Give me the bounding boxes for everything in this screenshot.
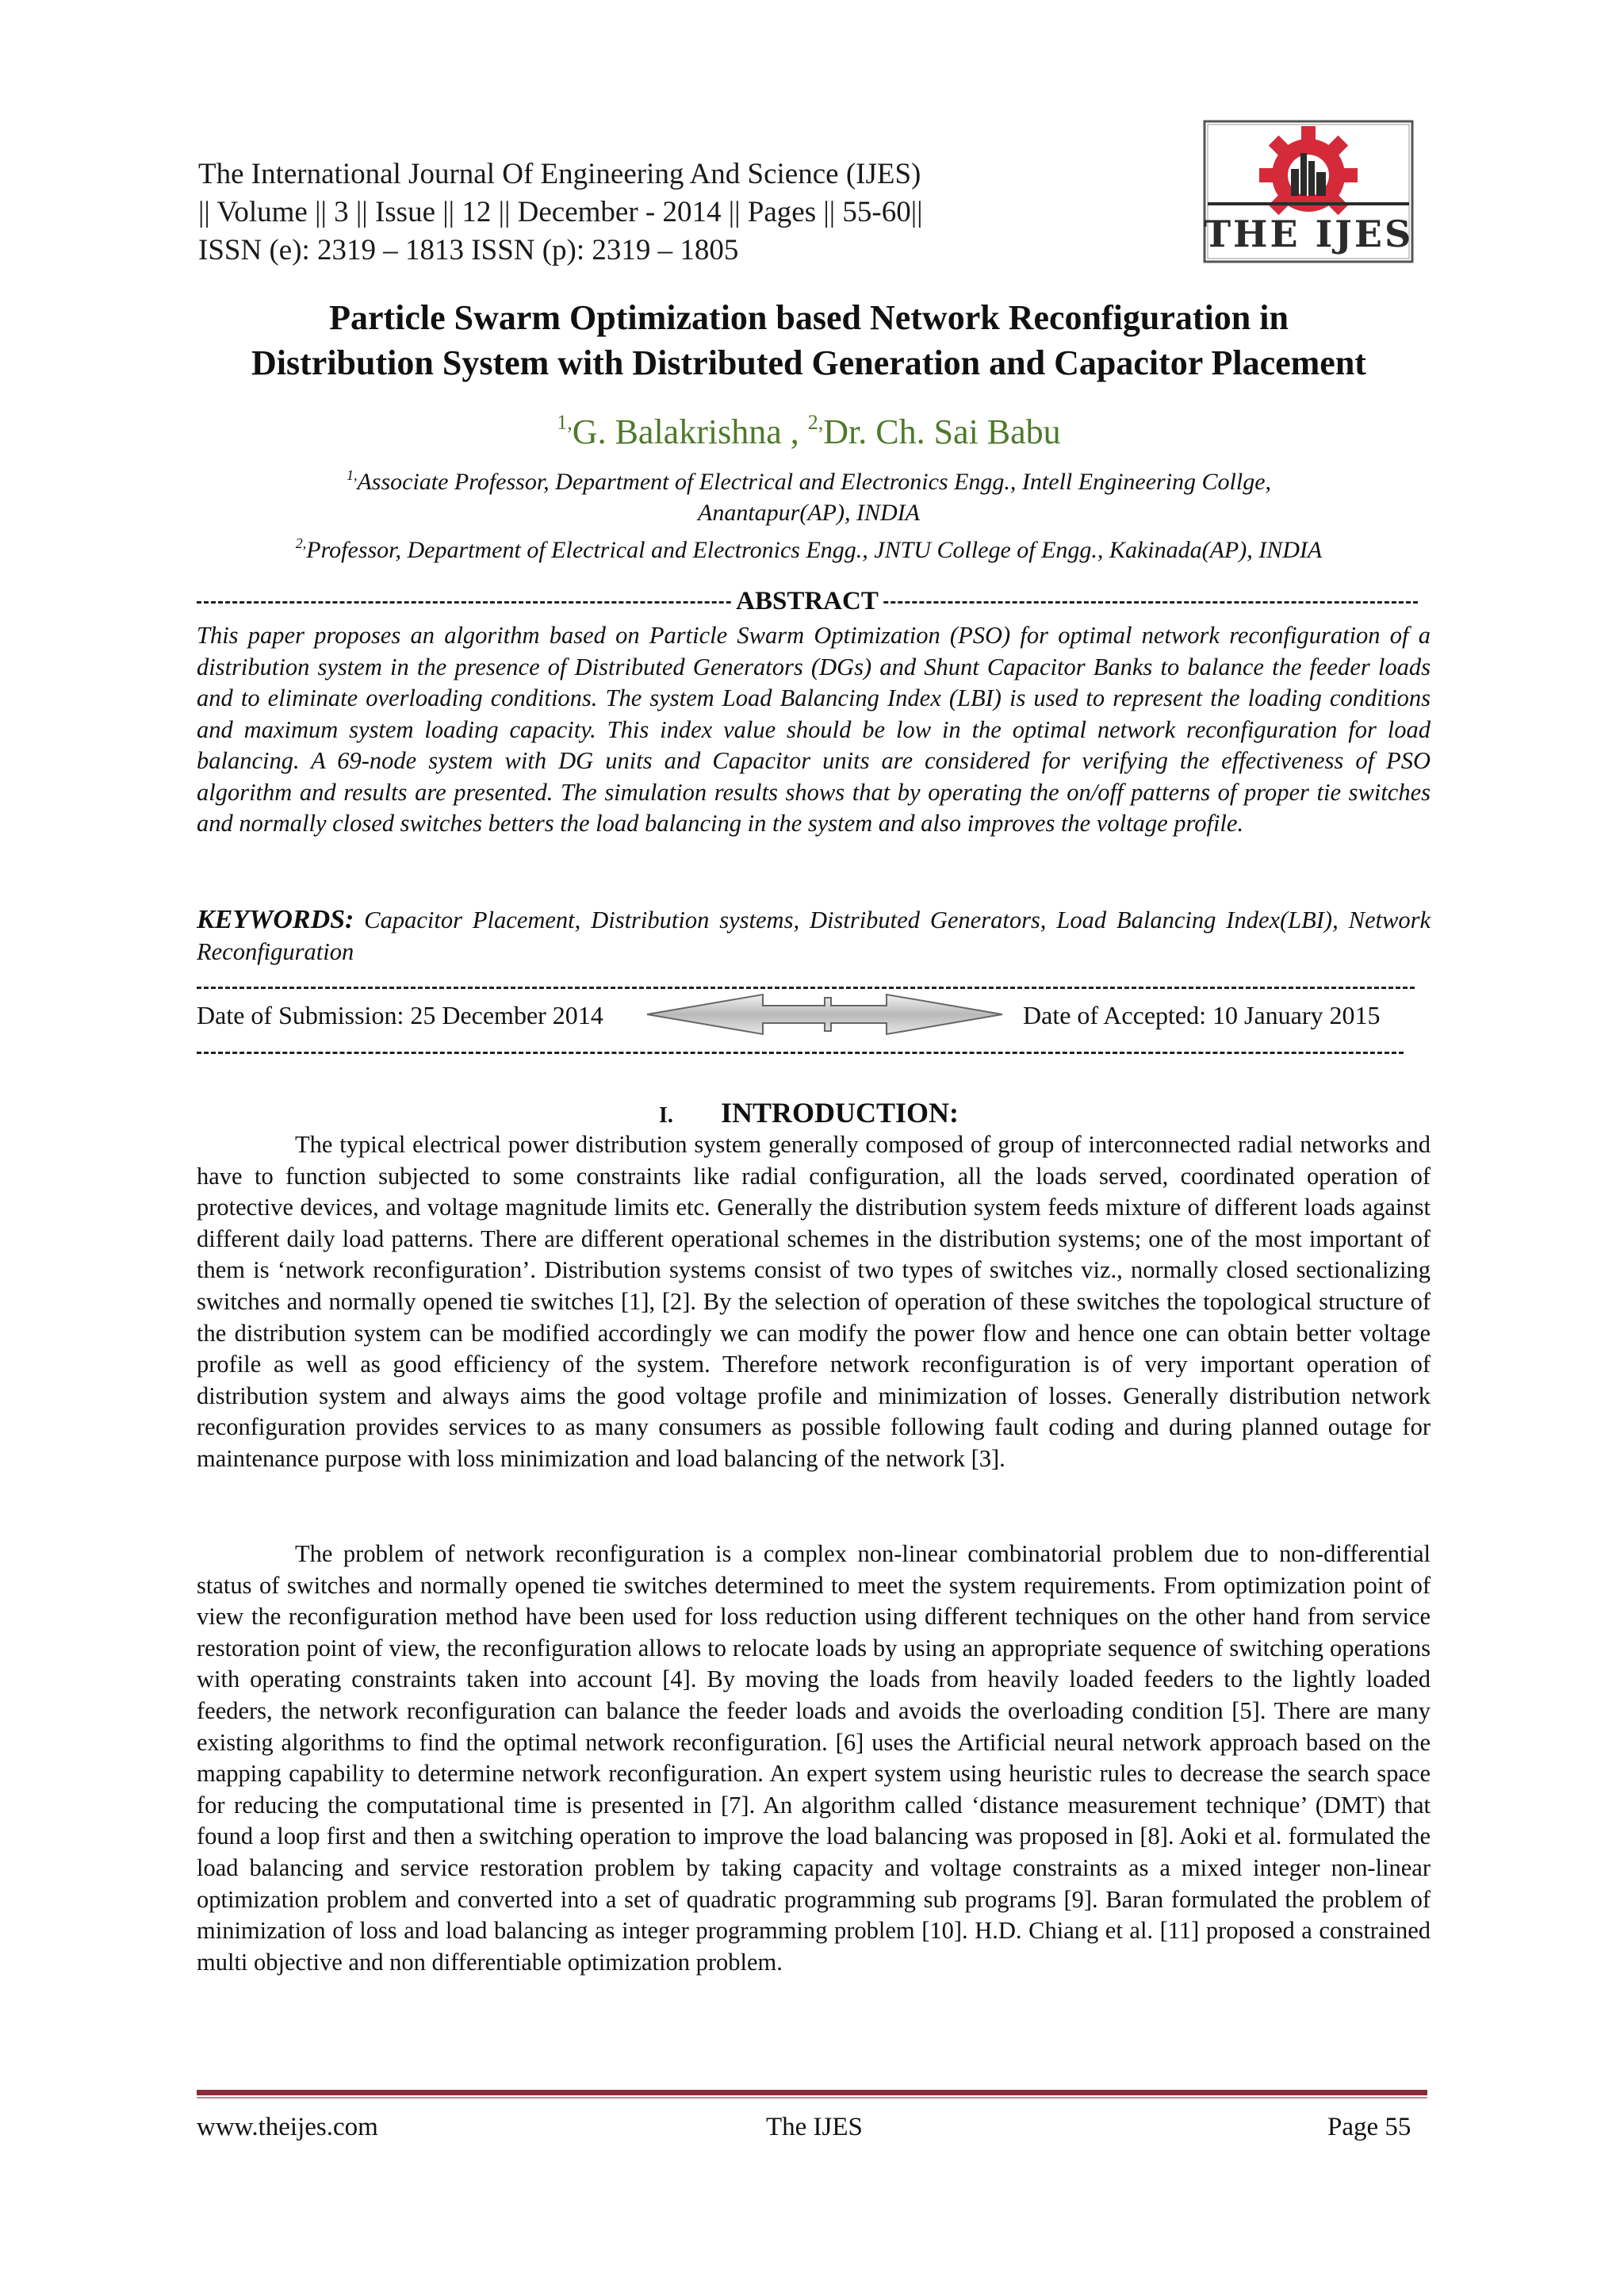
keywords-label: KEYWORDS: <box>197 905 354 934</box>
title-line-2: Distribution System with Distributed Generation and Capacitor Placement <box>251 343 1366 382</box>
footer-rule <box>197 2090 1427 2095</box>
ijes-logo <box>1203 120 1414 263</box>
intro-paragraph-1 <box>197 1129 1431 1475</box>
section-heading <box>119 1096 1499 1129</box>
keywords-text: Capacitor Placement, Distribution systems, Distributed Generators, Load Balancing Index(LBI), Network Reconfiguration <box>197 907 1431 965</box>
dates-bottom-rule <box>197 1052 1404 1054</box>
abstract-heading-row <box>197 585 1418 617</box>
journal-volume: || Volume || 3 || Issue || 12 || December - 2014 || Pages || 55-60|| <box>198 196 923 228</box>
abstract-text: This paper proposes an algorithm based on Particle Swarm Optimization (PSO) for optimal network reconfiguration of a distribution system in the presence of Distributed Generators (DGs) and Shunt Capacitor Banks to balance the feeder loads and to eliminate overloading conditions. The system Load Balancing Index (LBI) is used to represent the loading conditions and maximum system loading capacity. This index value should be low in the optimal network reconfiguration for load balancing. A 69-node system with DG units and Capacitor units are considered for verifying the effectiveness of PSO algorithm and results are presented. The simulation results shows that by operating the on/off patterns of proper tie switches and normally closed switches betters the load balancing in the system and also improves the voltage profile. <box>197 622 1431 837</box>
aff1-line2: Anantapur(AP), INDIA <box>698 500 920 526</box>
affiliations <box>119 460 1499 565</box>
accepted-date: Date of Accepted: 10 January 2015 <box>1023 1001 1381 1029</box>
title-line-1: Particle Swarm Optimization based Network Reconfiguration in <box>329 298 1289 337</box>
section-title: INTRODUCTION: <box>720 1097 959 1129</box>
keywords <box>197 904 1431 968</box>
section-number: I. <box>659 1103 673 1128</box>
dates-top-rule <box>197 987 1415 989</box>
footer-journal: The IJES <box>766 2113 863 2141</box>
author2-sup: 2, <box>807 411 824 434</box>
intro-paragraph-2 <box>197 1539 1431 1978</box>
journal-issn: ISSN (e): 2319 – 1813 ISSN (p): 2319 – 1805 <box>198 234 739 266</box>
authors <box>119 411 1499 452</box>
author1-sup: 1, <box>557 411 573 434</box>
author1: G. Balakrishna , <box>572 412 808 451</box>
aff1-line1: Associate Professor, Department of Electrical and Electronics Engg., Intell Engineering Collge, <box>357 469 1272 495</box>
abstract-heading: ABSTRACT <box>731 587 883 615</box>
author2: Dr. Ch. Sai Babu <box>823 412 1061 451</box>
journal-name: The International Journal Of Engineering And Science (IJES) <box>198 158 921 190</box>
submission-date: Date of Submission: 25 December 2014 <box>197 1001 603 1029</box>
aff2: Professor, Department of Electrical and Electronics Engg., JNTU College of Engg., Kakinada(AP), INDIA <box>306 537 1323 563</box>
aff1-sup: 1, <box>346 467 358 483</box>
paper-title <box>119 295 1499 385</box>
journal-info <box>198 155 923 270</box>
paragraph-2-text: The problem of network reconfiguration is a complex non-linear combinatorial problem due to non-differential status of switches and normally opened tie switches determined to meet the system requirements. From optimization point of view the reconfiguration method have been used for loss reduction using different techniques on the other hand from service restoration point of view, the reconfiguration allows to relocate loads by using an appropriate sequence of switching operations with operating constraints taken into account [4]. By moving the loads from heavily loaded feeders to the lightly loaded feeders, the network reconfiguration can balance the feeder loads and avoids the overloading condition [5]. There are many existing algorithms to find the optimal network reconfiguration. [6] uses the Artificial neural network approach based on the mapping capability to determine network reconfiguration. An expert system using heuristic rules to decrease the search space for reducing the computational time is presented in [7]. An algorithm called ‘distance measurement technique’ (DMT) that found a loop first and then a switching operation to improve the load balancing was proposed in [8]. Aoki et al. formulated the load balancing and service restoration problem by taking capacity and voltage constraints as a mixed integer non-linear optimization problem and converted into a set of quadratic programming sub programs [9]. Baran formulated the problem of minimization of loss and load balancing as integer programming problem [10]. H.D. Chiang et al. [11] proposed a constrained multi objective and non differentiable optimization problem. <box>197 1540 1431 1976</box>
footer-page-number: Page 55 <box>1327 2113 1411 2141</box>
logo-text: THE IJES <box>1203 213 1414 255</box>
footer-rule-thin <box>197 2097 1427 2099</box>
aff2-sup: 2, <box>295 535 307 551</box>
paragraph-1-text: The typical electrical power distribution system generally composed of group of interconnected radial networks and have to function subjected to some constraints like radial configuration, all the loads served, coordinated operation of protective devices, and voltage magnitude limits etc. Generally the distribution system feeds mixture of different loads against different daily load patterns. There are different operational schemes in the distribution systems; one of the most important of them is ‘network reconfiguration’. Distribution systems consist of two types of switches viz., normally closed sectionalizing switches and normally opened tie switches [1], [2]. By the selection of operation of these switches the topological structure of the distribution system can be modified accordingly we can modify the power flow and hence one can obtain better voltage profile as well as good efficiency of the system. Therefore network reconfiguration is of very important operation of distribution system and always aims the good voltage profile and minimization of losses. Generally distribution network reconfiguration provides services to as many consumers as possible following fault coding and during planned outage for maintenance purpose with loss minimization and load balancing of the network [3]. <box>197 1131 1431 1472</box>
footer-website: www.theijes.com <box>197 2113 378 2141</box>
double-arrow-icon <box>644 991 1005 1037</box>
